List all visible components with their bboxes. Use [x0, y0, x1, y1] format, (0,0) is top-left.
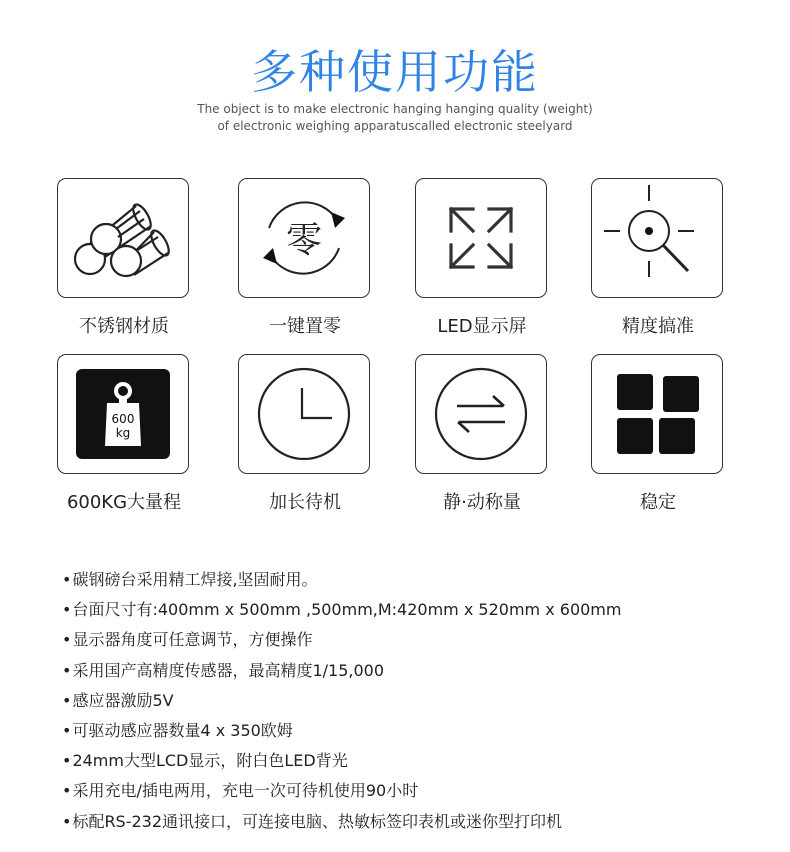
feature-box	[415, 354, 547, 474]
feature-box	[591, 354, 723, 474]
crosshair-magnifier-icon	[602, 183, 712, 293]
feature-box	[238, 354, 370, 474]
spec-list	[62, 565, 762, 837]
feature-box	[591, 178, 723, 298]
feature-label: 稳定	[640, 492, 676, 513]
four-squares-icon	[607, 364, 707, 464]
feature-stable	[591, 354, 725, 514]
subtitle-line-2: of electronic weighing apparatuscalled electronic steelyard	[217, 119, 573, 133]
expand-arrows-icon	[431, 193, 531, 283]
spec-item: • 24mm大型LCD显示，附白色LED背光	[62, 746, 762, 776]
weight-600kg-icon	[73, 364, 173, 464]
spec-item: • 标配RS-232通讯接口，可连接电脑、热敏标签印表机或迷你型打印机	[62, 807, 762, 837]
zero-reset-icon	[249, 188, 359, 288]
zero-char: 零	[285, 220, 323, 261]
feature-box	[57, 178, 189, 298]
exchange-arrows-icon	[431, 364, 531, 464]
spec-item: • 台面尺寸有:400mm x 500mm ,500mm,M:420mm x 520mm x 600mm	[62, 595, 762, 625]
feature-box	[238, 178, 370, 298]
spec-item: • 碳钢磅台采用精工焊接,坚固耐用。	[62, 565, 762, 595]
page-subtitle	[0, 101, 790, 135]
steel-pipes-icon	[68, 193, 178, 283]
feature-label: 一键置零	[269, 316, 341, 337]
feature-label: 加长待机	[269, 492, 341, 513]
spec-item: • 感应器激励5V	[62, 686, 762, 716]
weight-unit: kg	[115, 426, 131, 440]
feature-long-standby	[238, 354, 372, 514]
feature-box	[57, 354, 189, 474]
feature-label: 600KG大量程	[66, 492, 182, 513]
page-title: 多种使用功能	[251, 45, 539, 99]
feature-led-display	[415, 178, 549, 338]
feature-label: 不锈钢材质	[79, 316, 169, 337]
feature-label: 静·动称量	[443, 492, 521, 513]
feature-zero-reset	[238, 178, 372, 338]
spec-item: • 采用国产高精度传感器，最高精度1/15,000	[62, 656, 762, 686]
feature-precision	[591, 178, 725, 338]
feature-stainless-steel	[57, 178, 191, 338]
weight-number: 600	[111, 412, 135, 426]
feature-box	[415, 178, 547, 298]
feature-label: 精度搞准	[622, 316, 694, 337]
clock-icon	[254, 364, 354, 464]
spec-item: • 采用充电/插电两用，充电一次可待机使用90小时	[62, 776, 762, 806]
subtitle-line-1: The object is to make electronic hanging hanging quality (weight)	[197, 102, 593, 116]
feature-label: LED显示屏	[437, 316, 527, 337]
spec-item: • 可驱动感应器数量4 x 350欧姆	[62, 716, 762, 746]
feature-600kg	[57, 354, 191, 514]
spec-item: • 显示器角度可任意调节，方便操作	[62, 625, 762, 655]
feature-static-dynamic	[415, 354, 549, 514]
